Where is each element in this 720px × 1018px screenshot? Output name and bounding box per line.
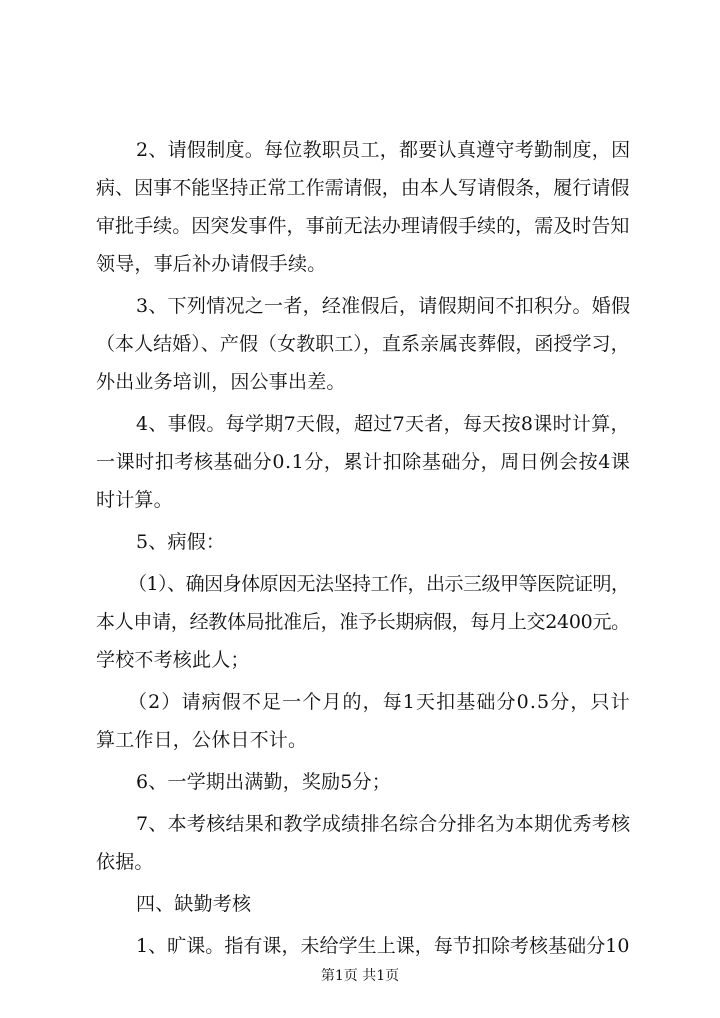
text-line: 学校不考核此人； <box>96 649 250 671</box>
text-line: 领导，事后补办请假手续。 <box>96 253 327 275</box>
text-line: 依据。 <box>96 851 154 873</box>
text-line: 一课时扣考核基础分0.1分，累计扣除基础分，周日例会按4课 <box>96 451 631 473</box>
text-line: 外出业务培训，因公事出差。 <box>96 371 346 393</box>
text-line: 4、事假。每学期7天假，超过7天者，每天按8课时计算， <box>136 413 630 435</box>
text-line: 6、一学期出满勤，奖励5分； <box>136 771 391 793</box>
text-line: （1）、确因身体原因无法坚持工作，出示三级甲等医院证明， <box>128 573 630 595</box>
text-line: 2、请假制度。每位教职员工，都要认真遵守考勤制度，因 <box>136 139 631 161</box>
text-line: 本人申请，经教体局批准后，准予长期病假，每月上交2400元。 <box>96 611 630 633</box>
text-line: 3、下列情况之一者，经准假后，请假期间不扣积分。婚假 <box>136 295 631 317</box>
section-heading: 四、缺勤考核 <box>136 893 252 915</box>
text-line: 病、因事不能坚持正常工作需请假，由本人写请假条，履行请假 <box>96 177 630 199</box>
text-line: 1、旷课。指有课，未给学生上课，每节扣除考核基础分10 <box>136 935 630 957</box>
text-line: 审批手续。因突发事件，事前无法办理请假手续的，需及时告知 <box>96 215 630 237</box>
text-line: 7、本考核结果和教学成绩排名综合分排名为本期优秀考核 <box>136 813 631 835</box>
text-line: （本人结婚）、产假（女教职工），直系亲属丧葬假，函授学习， <box>96 333 630 355</box>
text-line: （2）请病假不足一个月的，每1天扣基础分0.5分，只计 <box>128 691 631 713</box>
text-line: 5、病假： <box>136 531 226 553</box>
text-line: 时计算。 <box>96 489 173 511</box>
page-number: 第1页 共1页 <box>320 968 400 984</box>
text-line: 算工作日，公休日不计。 <box>96 729 308 751</box>
